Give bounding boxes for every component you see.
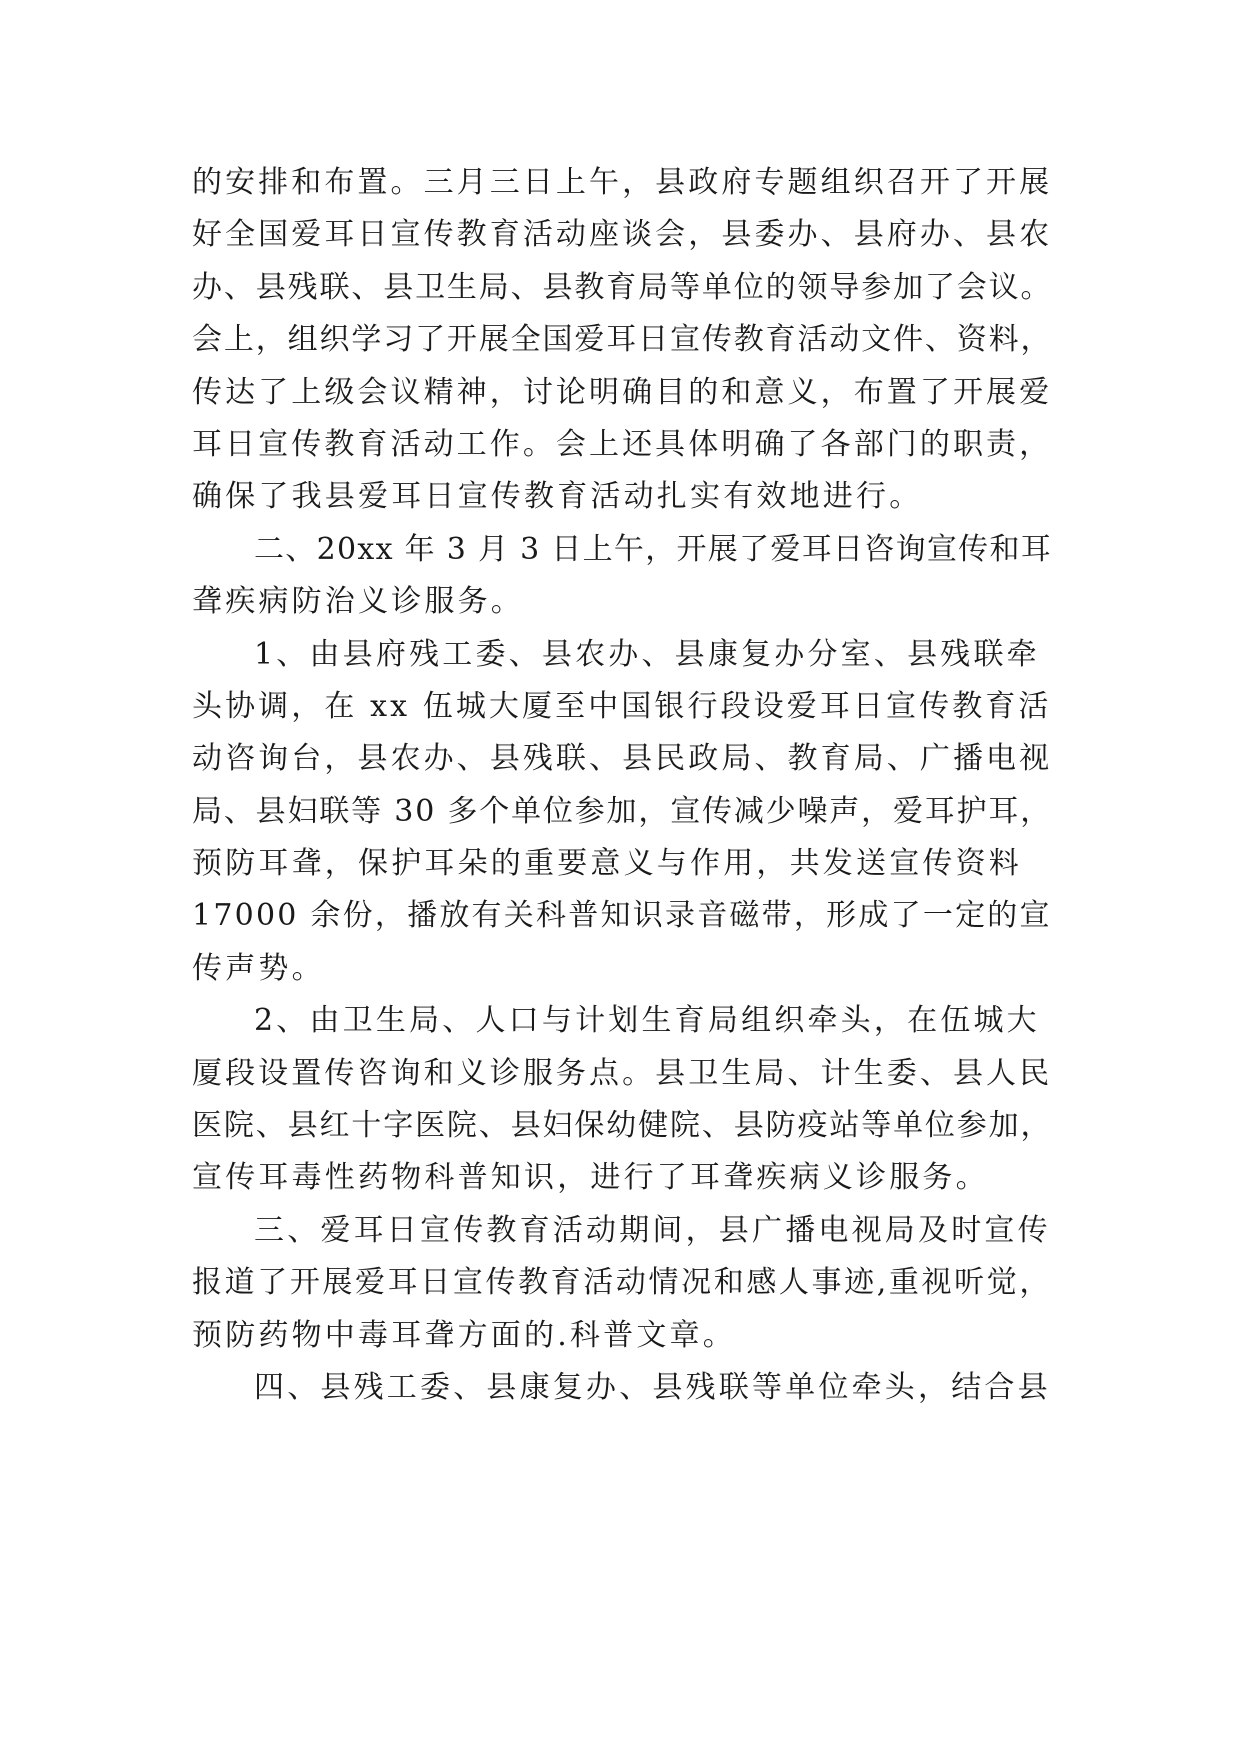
text-line: 局、县妇联等 30 多个单位参加，宣传减少噪声，爱耳护耳， bbox=[192, 793, 1053, 829]
paragraph-start-line: 二、20xx 年 3 月 3 日上午，开展了爱耳日咨询宣传和耳 bbox=[254, 531, 1053, 567]
text-line: 的安排和布置。三月三日上午，县政府专题组织召开了开展 bbox=[192, 165, 1053, 200]
text-line: 医院、县红十字医院、县妇保幼健院、县防疫站等单位参加， bbox=[192, 1108, 1053, 1144]
document-body bbox=[192, 157, 1052, 1414]
text-line: 办、县残联、县卫生局、县教育局等单位的领导参加了会议。 bbox=[192, 269, 1053, 305]
text-line: 宣传耳毒性药物科普知识，进行了耳聋疾病义诊服务。 bbox=[192, 1160, 989, 1196]
text-line: 好全国爱耳日宣传教育活动座谈会，县委办、县府办、县农 bbox=[192, 217, 1053, 253]
text-line: 确保了我县爱耳日宣传教育活动扎实有效地进行。 bbox=[192, 479, 923, 515]
text-line: 预防耳聋，保护耳朵的重要意义与作用，共发送宣传资料 bbox=[192, 846, 1022, 882]
text-line: 传达了上级会议精神，讨论明确目的和意义，布置了开展爱 bbox=[192, 374, 1053, 410]
text-line: 传声势。 bbox=[192, 950, 325, 986]
paragraph-start-line: 1、由县府残工委、县农办、县康复办分室、县残联牵 bbox=[254, 636, 1040, 672]
text-line: 会上，组织学习了开展全国爱耳日宣传教育活动文件、资料， bbox=[192, 322, 1053, 358]
text-line: 报道了开展爱耳日宣传教育活动情况和感人事迹,重视听觉， bbox=[192, 1265, 1052, 1301]
text-line: 耳日宣传教育活动工作。会上还具体明确了各部门的职责， bbox=[192, 426, 1053, 462]
paragraph-start-line: 2、由卫生局、人口与计划生育局组织牵头，在伍城大 bbox=[254, 1003, 1040, 1039]
text-line: 聋疾病防治义诊服务。 bbox=[192, 584, 524, 620]
text-line: 17000 余份，播放有关科普知识录音磁带，形成了一定的宣 bbox=[192, 898, 1052, 934]
text-line: 头协调，在 xx 伍城大厦至中国银行段设爱耳日宣传教育活 bbox=[192, 688, 1052, 724]
text-line: 厦段设置传咨询和义诊服务点。县卫生局、计生委、县人民 bbox=[192, 1055, 1053, 1091]
text-line: 动咨询台，县农办、县残联、县民政局、教育局、广播电视 bbox=[192, 741, 1053, 777]
paragraph-start-line: 三、爱耳日宣传教育活动期间，县广播电视局及时宣传 bbox=[254, 1212, 1051, 1248]
text-line: 预防药物中毒耳聋方面的.科普文章。 bbox=[192, 1317, 736, 1353]
paragraph-start-line: 四、县残工委、县康复办、县残联等单位牵头，结合县 bbox=[254, 1369, 1051, 1405]
